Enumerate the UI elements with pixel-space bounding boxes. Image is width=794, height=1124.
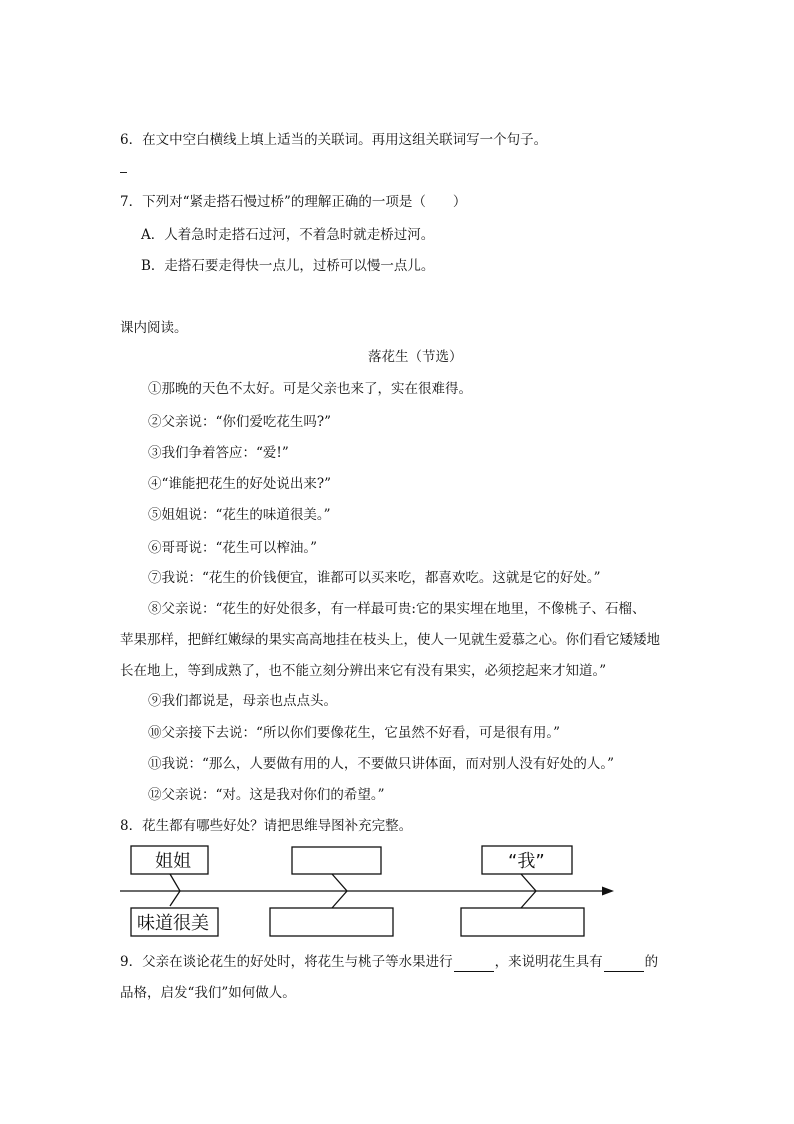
q9-line1 (120, 952, 658, 972)
q9-blank-2[interactable] (604, 957, 644, 972)
mind-map-label-top-right: “我” (508, 851, 545, 872)
q6-answer-blank[interactable] (120, 172, 127, 173)
passage-paragraph: ⑥哥哥说：“花生可以榨油。” (148, 540, 318, 556)
q9-text-part2: ，来说明花生具有 (494, 954, 603, 970)
mind-map-box-top-right (482, 846, 572, 874)
passage-paragraph: ③我们争着答应：“爱!” (148, 445, 289, 461)
passage-paragraph: ⑪我说：“那么，人要做有用的人，不要做只讲体面，而对别人没有好处的人。” (148, 756, 615, 772)
mind-map-box-top-left (131, 846, 208, 874)
mind-map-box-bottom-right (461, 908, 584, 936)
section-heading: 课内阅读。 (120, 320, 188, 336)
passage-paragraph: ⑦我说：“花生的价钱便宜，谁都可以买来吃，都喜欢吃。这就是它的好处。” (148, 570, 601, 586)
passage-paragraph-8-line2: 苹果那样，把鲜红嫩绿的果实高高地挂在枝头上，使人一见就生爱慕之心。你们看它矮矮地 (120, 632, 660, 648)
passage-paragraph-8-line3: 长在地上，等到成熟了，也不能立刻分辨出来它有没有果实，必须挖起来才知道。” (120, 663, 607, 679)
mind-map-box-bottom-left (131, 908, 218, 936)
passage-paragraph: ⑫父亲说：“对。这是我对你们的希望。” (148, 787, 385, 803)
mind-map-box-top-middle (292, 847, 381, 874)
q7-stem: 7．下列对“紧走搭石慢过桥”的理解正确的一项是（ ） (120, 194, 467, 210)
mind-map-label-bottom-left: 味道很美 (137, 913, 209, 934)
q7-option-b[interactable]: B．走搭石要走得快一点儿，过桥可以慢一点儿。 (141, 258, 435, 274)
passage-paragraph: ②父亲说：“你们爱吃花生吗?” (148, 414, 332, 430)
q9-text-part1: 9．父亲在谈论花生的好处时，将花生与桃子等水果进行 (120, 954, 453, 970)
q9-line2: 品格，启发“我们”如何做人。 (120, 985, 296, 1001)
q9-blank-1[interactable] (454, 957, 494, 972)
passage-paragraph-8-line1: ⑧父亲说：“花生的好处很多，有一样最可贵:它的果实埋在地里，不像桃子、石榴、 (148, 601, 646, 617)
passage-title: 落花生（节选） (368, 349, 463, 365)
passage-paragraph: ①那晚的天色不太好。可是父亲也来了，实在很难得。 (148, 381, 472, 397)
mind-map-box-bottom-middle (270, 908, 393, 936)
passage-paragraph: ⑩父亲接下去说：“所以你们要像花生，它虽然不好看，可是很有用。” (148, 725, 561, 741)
arrow-head-icon (602, 887, 614, 896)
q7-option-a[interactable]: A．人着急时走搭石过河，不着急时就走桥过河。 (141, 227, 435, 243)
passage-paragraph: ④“谁能把花生的好处说出来?” (148, 476, 332, 492)
q6-question: 6．在文中空白横线上填上适当的关联词。再用这组关联词写一个句子。 (120, 132, 548, 148)
passage-paragraph: ⑨我们都说是，母亲也点点头。 (148, 693, 337, 709)
mind-map-label-top-left: 姐姐 (155, 851, 191, 872)
q9-text-part3: 的 (644, 954, 659, 970)
q8-question: 8．花生都有哪些好处？请把思维导图补充完整。 (120, 818, 413, 834)
passage-paragraph: ⑤姐姐说：“花生的味道很美。” (148, 507, 331, 523)
